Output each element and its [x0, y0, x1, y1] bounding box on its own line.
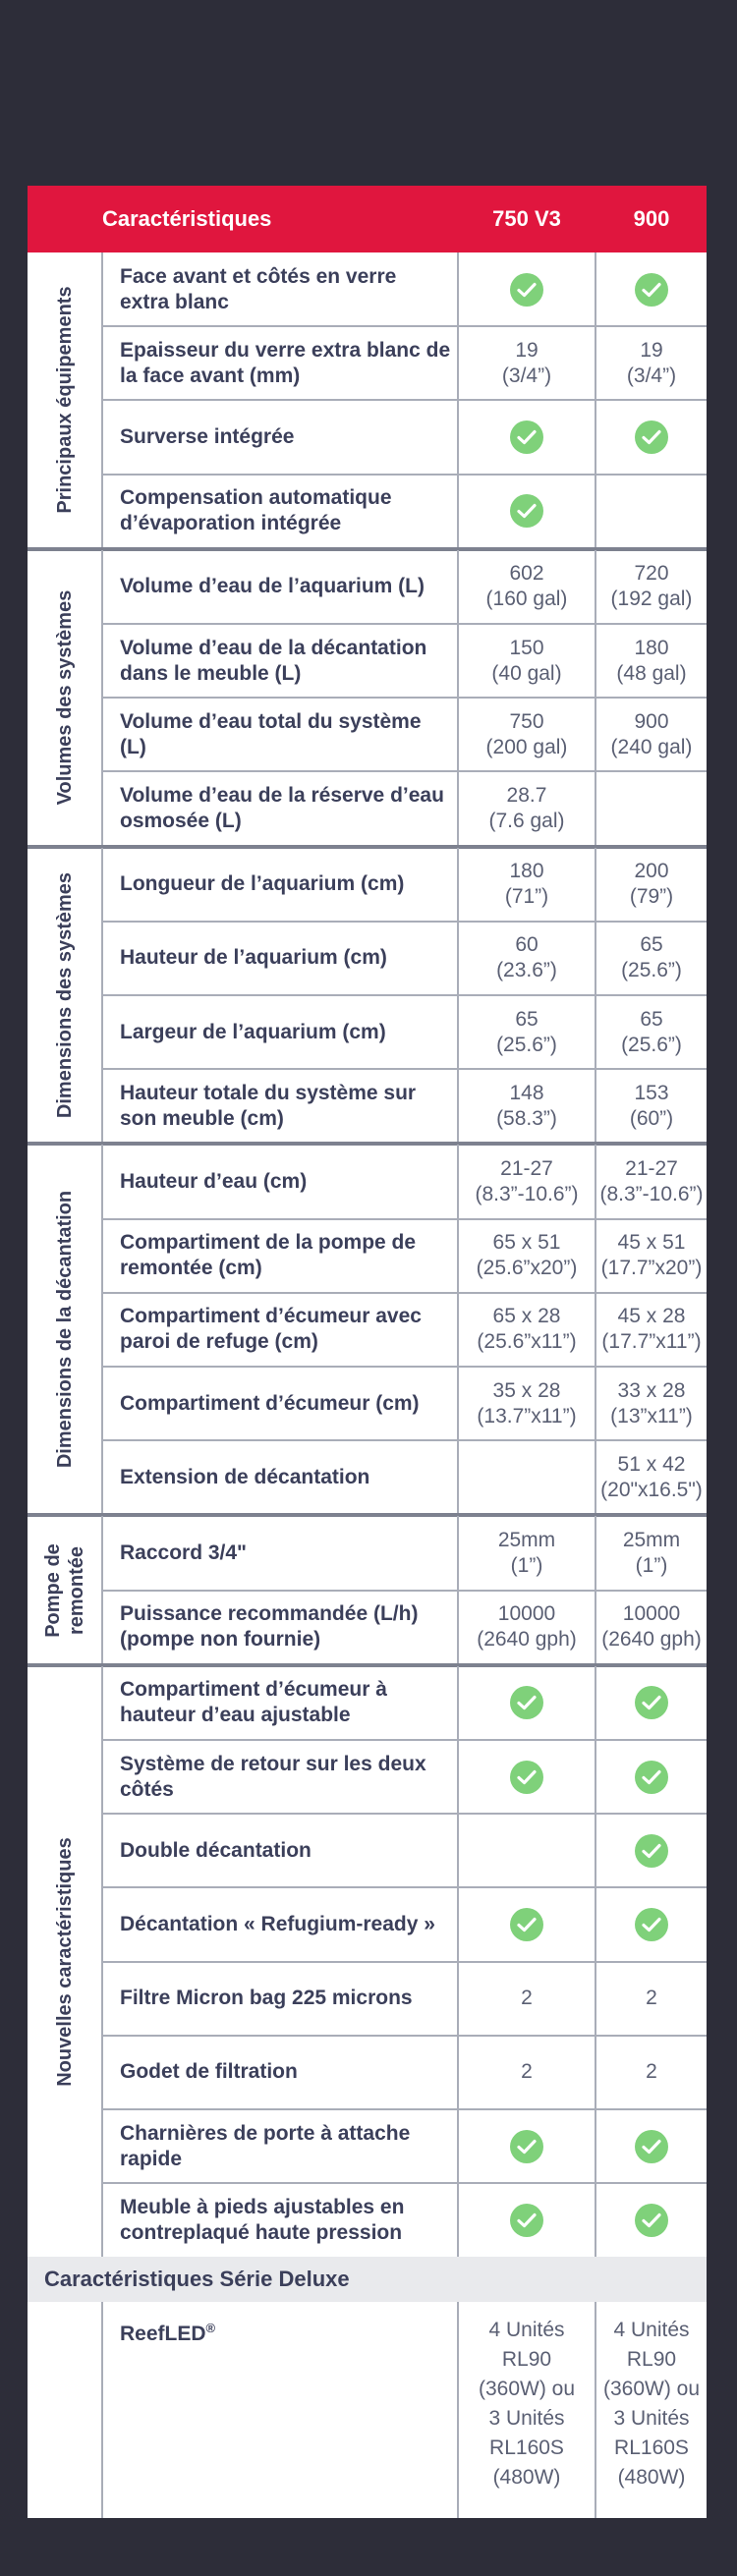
row-label [103, 550, 459, 624]
cell-750v3 [459, 1740, 596, 1814]
cell-750v3 [459, 771, 596, 845]
row-label-text: Volume d’eau de la décantation dans le meuble (L) [120, 636, 427, 685]
cell-900 [596, 1367, 707, 1440]
cell-value: 21-27 (8.3”-10.6”) [475, 1156, 579, 1205]
cell-value: 21-27 (8.3”-10.6”) [599, 1156, 704, 1205]
group-label-text [53, 1191, 77, 1468]
cell-750v3 [459, 326, 596, 400]
row-label [103, 1219, 459, 1293]
cell-value: 25mm (1”) [497, 1528, 556, 1577]
cell-value: 900 (240 gal) [610, 709, 693, 758]
group-label [28, 1145, 103, 1514]
cell-750v3 [459, 1591, 596, 1664]
row-label-text [120, 2316, 215, 2347]
table-row [103, 1516, 707, 1590]
row-label-text: Puissance recommandée (L/h)(pompe non fournie) [120, 1602, 419, 1652]
cell-value: 60 (23.6”) [496, 933, 557, 982]
row-label-text: Meuble à pieds ajustables en contreplaqué haute pression [120, 2195, 405, 2244]
check-icon [635, 1908, 668, 1941]
check-icon [510, 1761, 543, 1794]
cell-900 [596, 1962, 707, 2036]
cell-value: 200 (79”) [629, 860, 674, 909]
row-label [103, 771, 459, 845]
table-row [103, 624, 707, 698]
group-label-text [53, 590, 77, 806]
cell-900 [596, 1440, 707, 1514]
cell-value: 19 (3/4”) [626, 338, 677, 387]
row-label-text: Largeur de l’aquarium (cm) [120, 1020, 386, 1043]
row-label [103, 1440, 459, 1514]
cell-750v3 [459, 1145, 596, 1218]
table-row [103, 1069, 707, 1143]
cell-value: 45 x 51 (17.7”x20”) [600, 1231, 703, 1280]
row-label-text: Double décantation [120, 1838, 312, 1862]
row-label-text: Hauteur de l’aquarium (cm) [120, 946, 387, 970]
check-icon [635, 1834, 668, 1868]
row-label [103, 2109, 459, 2183]
cell-750v3 [459, 1887, 596, 1961]
table-row [103, 252, 707, 326]
cell-900 [596, 400, 707, 474]
row-label [103, 995, 459, 1069]
header-900: 900 [633, 206, 670, 231]
table-row [103, 1666, 707, 1740]
check-icon [635, 2130, 668, 2163]
cell-value: 65 (25.6”) [621, 933, 682, 982]
cell-750v3 [459, 1814, 596, 1887]
cell-750v3 [459, 2109, 596, 2183]
header-750v3: 750 V3 [492, 206, 561, 231]
row-label-text: Décantation « Refugium-ready » [120, 1912, 435, 1935]
row-label [103, 1740, 459, 1814]
cell-900 [596, 2302, 707, 2518]
table-row [103, 550, 707, 624]
row-label [103, 475, 459, 548]
check-icon [635, 1761, 668, 1794]
group-label-line: Dimensions des systèmes [53, 871, 76, 1119]
cell-value: 2 [646, 1987, 657, 2010]
cell-750v3 [459, 2302, 596, 2518]
table-row [103, 1293, 707, 1367]
cell-value: 25mm (1”) [622, 1528, 681, 1577]
cell-750v3 [459, 2036, 596, 2109]
row-label-text: Compartiment de la pompe de remontée (cm) [120, 1231, 417, 1280]
table-row [103, 1962, 707, 2036]
row-label-text: Charnières de porte à attache rapide [120, 2121, 411, 2170]
cell-750v3 [459, 400, 596, 474]
row-label [103, 1591, 459, 1664]
cell-value: 2 [521, 1987, 533, 2010]
row-label-text: Extension de décantation [120, 1465, 370, 1488]
group-label-line: Principaux équipements [53, 286, 76, 514]
cell-900 [596, 1145, 707, 1218]
table-row [103, 1145, 707, 1218]
cell-750v3 [459, 922, 596, 995]
cell-750v3 [459, 252, 596, 326]
check-icon [510, 494, 543, 528]
group-label-line: Volumes des systèmes [53, 589, 76, 806]
group-label-line: Dimensions de la décantation [53, 1191, 76, 1469]
row-label [103, 400, 459, 474]
cell-value: 180 (48 gal) [616, 636, 687, 685]
table-row [103, 2183, 707, 2257]
cell-750v3 [459, 1516, 596, 1590]
row-label [103, 252, 459, 326]
check-icon [510, 2204, 543, 2237]
group-label-text [41, 1543, 88, 1638]
cell-750v3 [459, 1440, 596, 1514]
row-label [103, 624, 459, 698]
cell-750v3 [459, 2183, 596, 2257]
table-row [103, 1887, 707, 1961]
cell-900 [596, 922, 707, 995]
cell-900 [596, 1666, 707, 1740]
cell-value: 750 (200 gal) [485, 709, 568, 758]
row-label [103, 848, 459, 922]
row-label [103, 1367, 459, 1440]
group-label-text [53, 872, 77, 1118]
cell-value: 65 (25.6”) [621, 1007, 682, 1056]
cell-value: 28.7 (7.6 gal) [488, 783, 565, 832]
cell-900 [596, 1219, 707, 1293]
row-label-text: Volume d’eau total du système (L) [120, 709, 422, 758]
group-label [28, 1666, 103, 2258]
cell-value: 150 (40 gal) [491, 636, 562, 685]
check-icon [635, 1686, 668, 1719]
table-header [28, 186, 707, 252]
table-row [103, 2109, 707, 2183]
table-row [103, 922, 707, 995]
cell-900 [596, 1814, 707, 1887]
row-label-text: Compartiment d’écumeur avec paroi de refuge (cm) [120, 1305, 422, 1354]
group-label-line: remontée [65, 1545, 87, 1635]
row-label [103, 2302, 459, 2518]
cell-value: 4 Unités RL90 (360W) ou 3 Unités RL160S (480W) [602, 2319, 701, 2490]
group-label-text [53, 1837, 77, 2086]
row-label-text: Compensation automatique d’évaporation intégrée [120, 486, 392, 535]
table-row [103, 2302, 707, 2518]
cell-value: 51 x 42 (20"x16.5") [600, 1452, 703, 1501]
row-label [103, 1887, 459, 1961]
table-row [103, 1440, 707, 1514]
cell-900 [596, 252, 707, 326]
table-row [103, 1740, 707, 1814]
cell-750v3 [459, 698, 596, 771]
group-label [28, 848, 103, 1144]
group-label-text [53, 287, 77, 514]
cell-value: 2 [646, 2060, 657, 2084]
table-row [103, 995, 707, 1069]
cell-value: 35 x 28 (13.7”x11”) [477, 1378, 577, 1428]
table-row [103, 1367, 707, 1440]
row-label [103, 2183, 459, 2257]
cell-value: 33 x 28 (13”x11”) [610, 1378, 693, 1428]
cell-900 [596, 475, 707, 548]
cell-value: 602 (160 gal) [485, 562, 568, 611]
cell-900 [596, 1591, 707, 1664]
row-label [103, 698, 459, 771]
group-label [28, 550, 103, 846]
cell-value: 153 (60”) [629, 1081, 674, 1130]
cell-900 [596, 995, 707, 1069]
cell-value: 10000 (2640 gph) [601, 1602, 702, 1652]
header-feature: Caractéristiques [102, 206, 272, 231]
cell-900 [596, 1293, 707, 1367]
cell-value: 148 (58.3”) [496, 1081, 557, 1130]
cell-900 [596, 1516, 707, 1590]
group-label-line: Pompe de [41, 1542, 64, 1638]
cell-900 [596, 848, 707, 922]
check-icon [635, 273, 668, 307]
row-label-text: Filtre Micron bag 225 microns [120, 1987, 413, 2010]
cell-750v3 [459, 1962, 596, 2036]
cell-value: 10000 (2640 gph) [477, 1602, 577, 1652]
row-label-text: Raccord 3/4" [120, 1540, 248, 1564]
cell-750v3 [459, 1219, 596, 1293]
check-icon [635, 420, 668, 454]
row-label [103, 1293, 459, 1367]
cell-value: 65 x 51 (25.6”x20”) [476, 1231, 578, 1280]
check-icon [510, 1908, 543, 1941]
row-label-text: Surverse intégrée [120, 424, 295, 448]
check-icon [510, 1686, 543, 1719]
check-icon [510, 273, 543, 307]
row-label [103, 1962, 459, 2036]
deluxe-title: Caractéristiques Série Deluxe [44, 2267, 350, 2292]
check-icon [635, 2204, 668, 2237]
cell-900 [596, 2036, 707, 2109]
cell-750v3 [459, 624, 596, 698]
cell-value: 45 x 28 (17.7”x11”) [601, 1305, 702, 1354]
row-label-text: Compartiment d’écumeur (cm) [120, 1391, 420, 1415]
cell-900 [596, 698, 707, 771]
cell-900 [596, 624, 707, 698]
row-label [103, 1069, 459, 1143]
table-row [103, 1219, 707, 1293]
table-row [103, 326, 707, 400]
cell-900 [596, 1740, 707, 1814]
check-icon [510, 2130, 543, 2163]
row-label-text: Hauteur d’eau (cm) [120, 1169, 308, 1193]
row-label [103, 2036, 459, 2109]
cell-750v3 [459, 1069, 596, 1143]
cell-750v3 [459, 848, 596, 922]
cell-750v3 [459, 1367, 596, 1440]
row-label-text: Compartiment d’écumeur à hauteur d’eau ajustable [120, 1678, 387, 1727]
table-row [103, 2036, 707, 2109]
table-row [103, 475, 707, 548]
cell-750v3 [459, 995, 596, 1069]
row-label [103, 326, 459, 400]
table-row [103, 771, 707, 845]
cell-value: 65 (25.6”) [496, 1007, 557, 1056]
table-row [103, 400, 707, 474]
cell-value: 2 [521, 2060, 533, 2084]
cell-900 [596, 326, 707, 400]
reefled-label: ReefLED [120, 2323, 206, 2346]
table-row [103, 698, 707, 771]
table-row [103, 1591, 707, 1664]
row-label [103, 1516, 459, 1590]
cell-900 [596, 2109, 707, 2183]
features-table [28, 186, 707, 2518]
cell-900 [596, 771, 707, 845]
row-label [103, 1814, 459, 1887]
table-row [103, 848, 707, 922]
row-label [103, 1666, 459, 1740]
row-label-text: Volume d’eau de l’aquarium (L) [120, 575, 425, 598]
cell-value: 19 (3/4”) [501, 338, 552, 387]
cell-900 [596, 1887, 707, 1961]
cell-value: 180 (71”) [504, 860, 549, 909]
cell-750v3 [459, 475, 596, 548]
deluxe-group-label [28, 2302, 103, 2518]
row-label-text: Système de retour sur les deux côtés [120, 1752, 426, 1801]
cell-900 [596, 2183, 707, 2257]
cell-value: 65 x 28 (25.6”x11”) [477, 1305, 577, 1354]
deluxe-section-header [28, 2257, 707, 2302]
cell-value: 720 (192 gal) [610, 562, 693, 611]
group-label-line: Nouvelles caractéristiques [53, 1836, 76, 2087]
cell-900 [596, 550, 707, 624]
cell-750v3 [459, 550, 596, 624]
group-label [28, 252, 103, 548]
registered-mark: ® [205, 2321, 216, 2336]
row-label-text: Longueur de l’aquarium (cm) [120, 872, 405, 896]
row-label-text: Volume d’eau de la réserve d’eau osmosée (L) [120, 783, 444, 832]
row-label-text: Face avant et côtés en verre extra blanc [120, 264, 397, 313]
row-label [103, 922, 459, 995]
group-label [28, 1516, 103, 1663]
row-label-text: Hauteur totale du système sur son meuble (cm) [120, 1081, 417, 1130]
cell-750v3 [459, 1293, 596, 1367]
cell-750v3 [459, 1666, 596, 1740]
row-label [103, 1145, 459, 1218]
table-row [103, 1814, 707, 1887]
check-icon [510, 420, 543, 454]
row-label-text: Godet de filtration [120, 2060, 298, 2084]
row-label-text: Epaisseur du verre extra blanc de la face avant (mm) [120, 338, 451, 387]
cell-900 [596, 1069, 707, 1143]
cell-value: 4 Unités RL90 (360W) ou 3 Unités RL160S (480W) [478, 2319, 576, 2490]
